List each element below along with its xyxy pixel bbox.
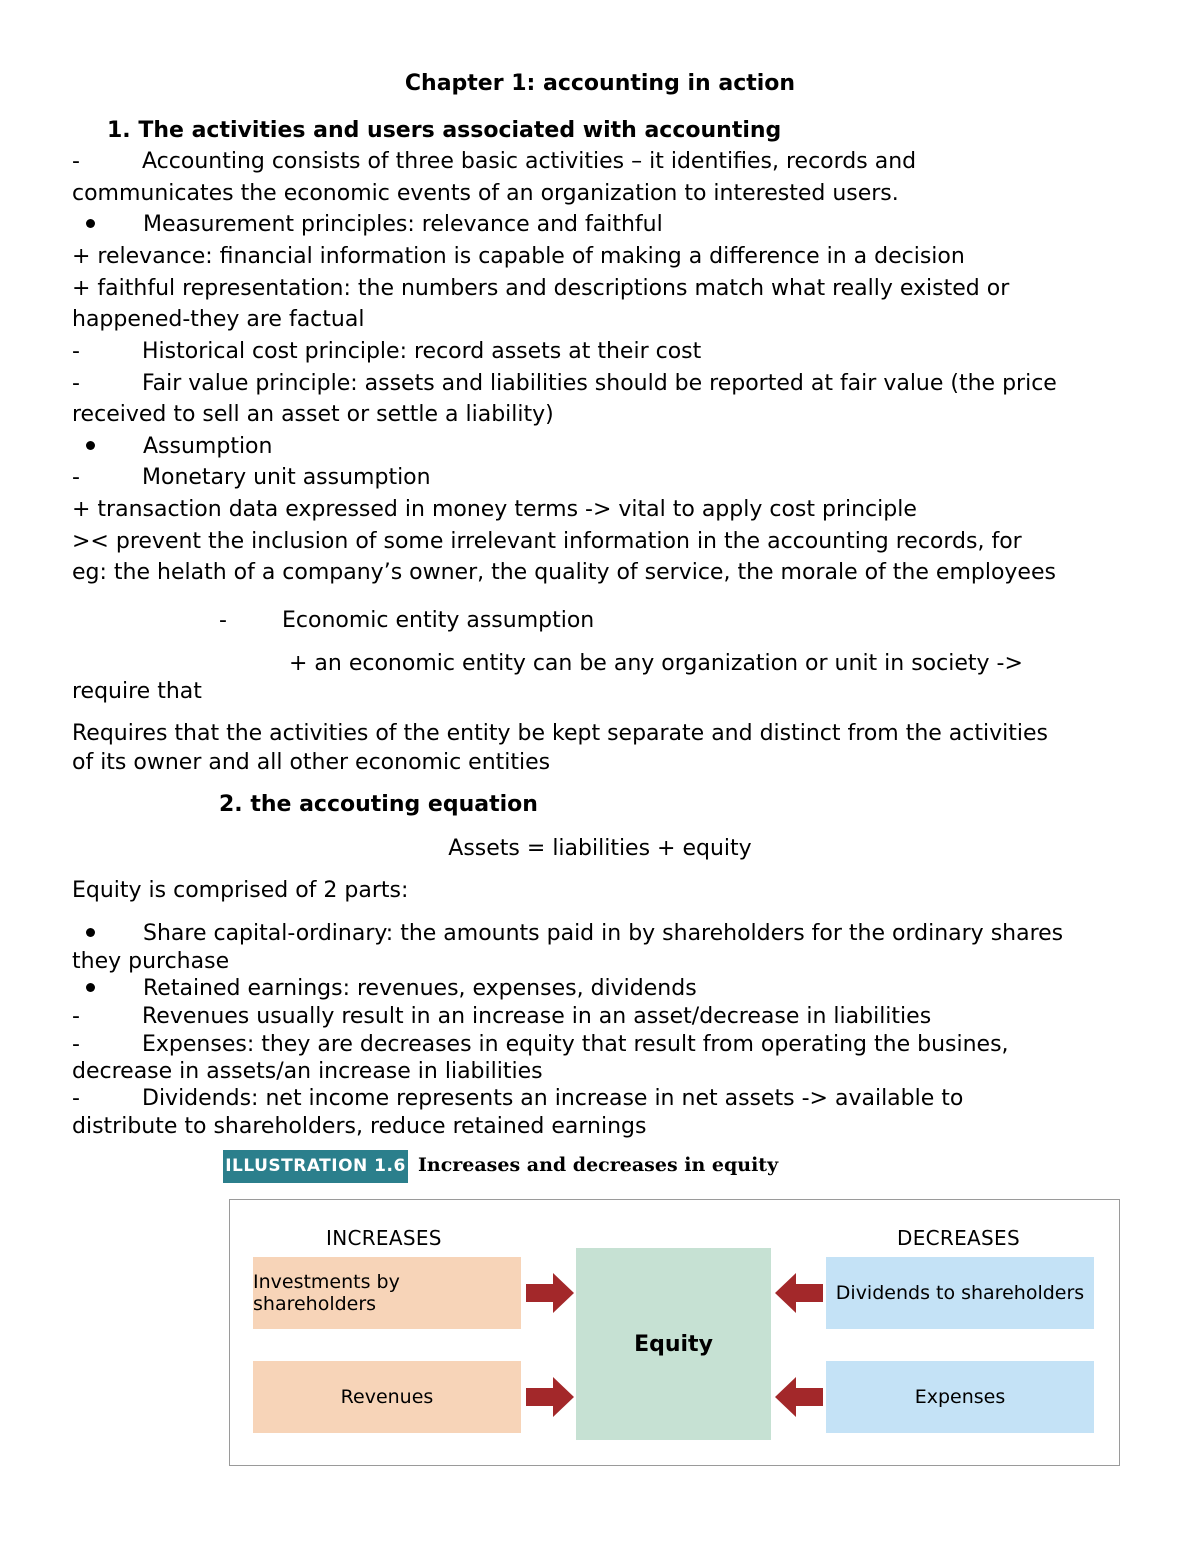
- dividends-box: Dividends to shareholders: [826, 1257, 1094, 1329]
- equity-box: Equity: [576, 1248, 771, 1440]
- list-item-continuation: received to sell an asset or settle a liability): [72, 402, 554, 427]
- investments-box: Investments by shareholders: [253, 1257, 521, 1329]
- list-item: - Economic entity assumption: [219, 605, 594, 637]
- text-line: + transaction data expressed in money terms -> vital to apply cost principle: [72, 497, 917, 522]
- list-item: Assumption: [72, 431, 272, 463]
- dash-marker: -: [72, 339, 80, 364]
- list-item-continuation: they purchase: [72, 949, 230, 974]
- arrow-right-icon: [526, 1377, 574, 1417]
- section-1-heading: 1. The activities and users associated with accounting: [107, 118, 782, 143]
- list-item: - Historical cost principle: record assets at their cost: [72, 336, 701, 368]
- bullet-icon: [86, 219, 95, 228]
- arrow-left-icon: [775, 1377, 823, 1417]
- list-item-continuation: distribute to shareholders, reduce retained earnings: [72, 1114, 647, 1139]
- list-item: Measurement principles: relevance and faithful: [72, 209, 663, 241]
- text-line: eg: the helath of a company’s owner, the quality of service, the morale of the employees: [72, 560, 1056, 585]
- accounting-equation: Assets = liabilities + equity: [448, 836, 752, 861]
- list-item: - Dividends: net income represents an increase in net assets -> available to: [72, 1083, 963, 1115]
- expenses-box: Expenses: [826, 1361, 1094, 1433]
- text-line: Equity is comprised of 2 parts:: [72, 878, 409, 903]
- bullet-icon: [86, 928, 95, 937]
- list-item: Retained earnings: revenues, expenses, dividends: [72, 973, 697, 1005]
- list-item: - Expenses: they are decreases in equity that result from operating the busines,: [72, 1029, 1009, 1061]
- illustration-title: Increases and decreases in equity: [418, 1154, 779, 1176]
- equity-diagram: [229, 1199, 1120, 1466]
- list-item: Share capital-ordinary: the amounts paid in by shareholders for the ordinary shares: [72, 918, 1063, 950]
- page-title: Chapter 1: accounting in action: [404, 71, 796, 96]
- revenues-box: Revenues: [253, 1361, 521, 1433]
- text-line: + relevance: financial information is capable of making a difference in a decision: [72, 244, 965, 269]
- list-item: - Accounting consists of three basic activities – it identifies, records and: [72, 146, 916, 178]
- bullet-icon: [86, 441, 95, 450]
- list-item: - Monetary unit assumption: [72, 462, 431, 494]
- dash-marker: -: [72, 1086, 80, 1111]
- list-item: - Revenues usually result in an increase in an asset/decrease in liabilities: [72, 1001, 931, 1033]
- dash-marker: -: [72, 465, 80, 490]
- list-item: - Fair value principle: assets and liabilities should be reported at fair value (the price: [72, 368, 1057, 400]
- dash-marker: -: [72, 1032, 80, 1057]
- decreases-heading: DECREASES: [897, 1226, 1020, 1250]
- illustration-label: ILLUSTRATION 1.6: [223, 1150, 408, 1183]
- list-item-continuation: decrease in assets/an increase in liabilities: [72, 1059, 543, 1084]
- dash-marker: -: [72, 149, 80, 174]
- text-line: + faithful representation: the numbers and descriptions match what really existed or: [72, 276, 1010, 301]
- text-line: Requires that the activities of the entity be kept separate and distinct from the activities: [72, 721, 1048, 746]
- section-2-heading: 2. the accouting equation: [219, 792, 538, 817]
- arrow-right-icon: [526, 1273, 574, 1313]
- list-item-continuation: communicates the economic events of an organization to interested users.: [72, 181, 899, 206]
- bullet-icon: [86, 983, 95, 992]
- dash-marker: -: [219, 608, 227, 633]
- dash-marker: -: [72, 371, 80, 396]
- text-line: happened-they are factual: [72, 307, 365, 332]
- text-line: require that: [72, 679, 202, 704]
- text-line: >< prevent the inclusion of some irrelevant information in the accounting records, for: [72, 529, 1022, 554]
- text-line: + an economic entity can be any organization or unit in society ->: [289, 651, 1023, 676]
- increases-heading: INCREASES: [326, 1226, 442, 1250]
- text-line: of its owner and all other economic entities: [72, 750, 551, 775]
- arrow-left-icon: [775, 1273, 823, 1313]
- dash-marker: -: [72, 1004, 80, 1029]
